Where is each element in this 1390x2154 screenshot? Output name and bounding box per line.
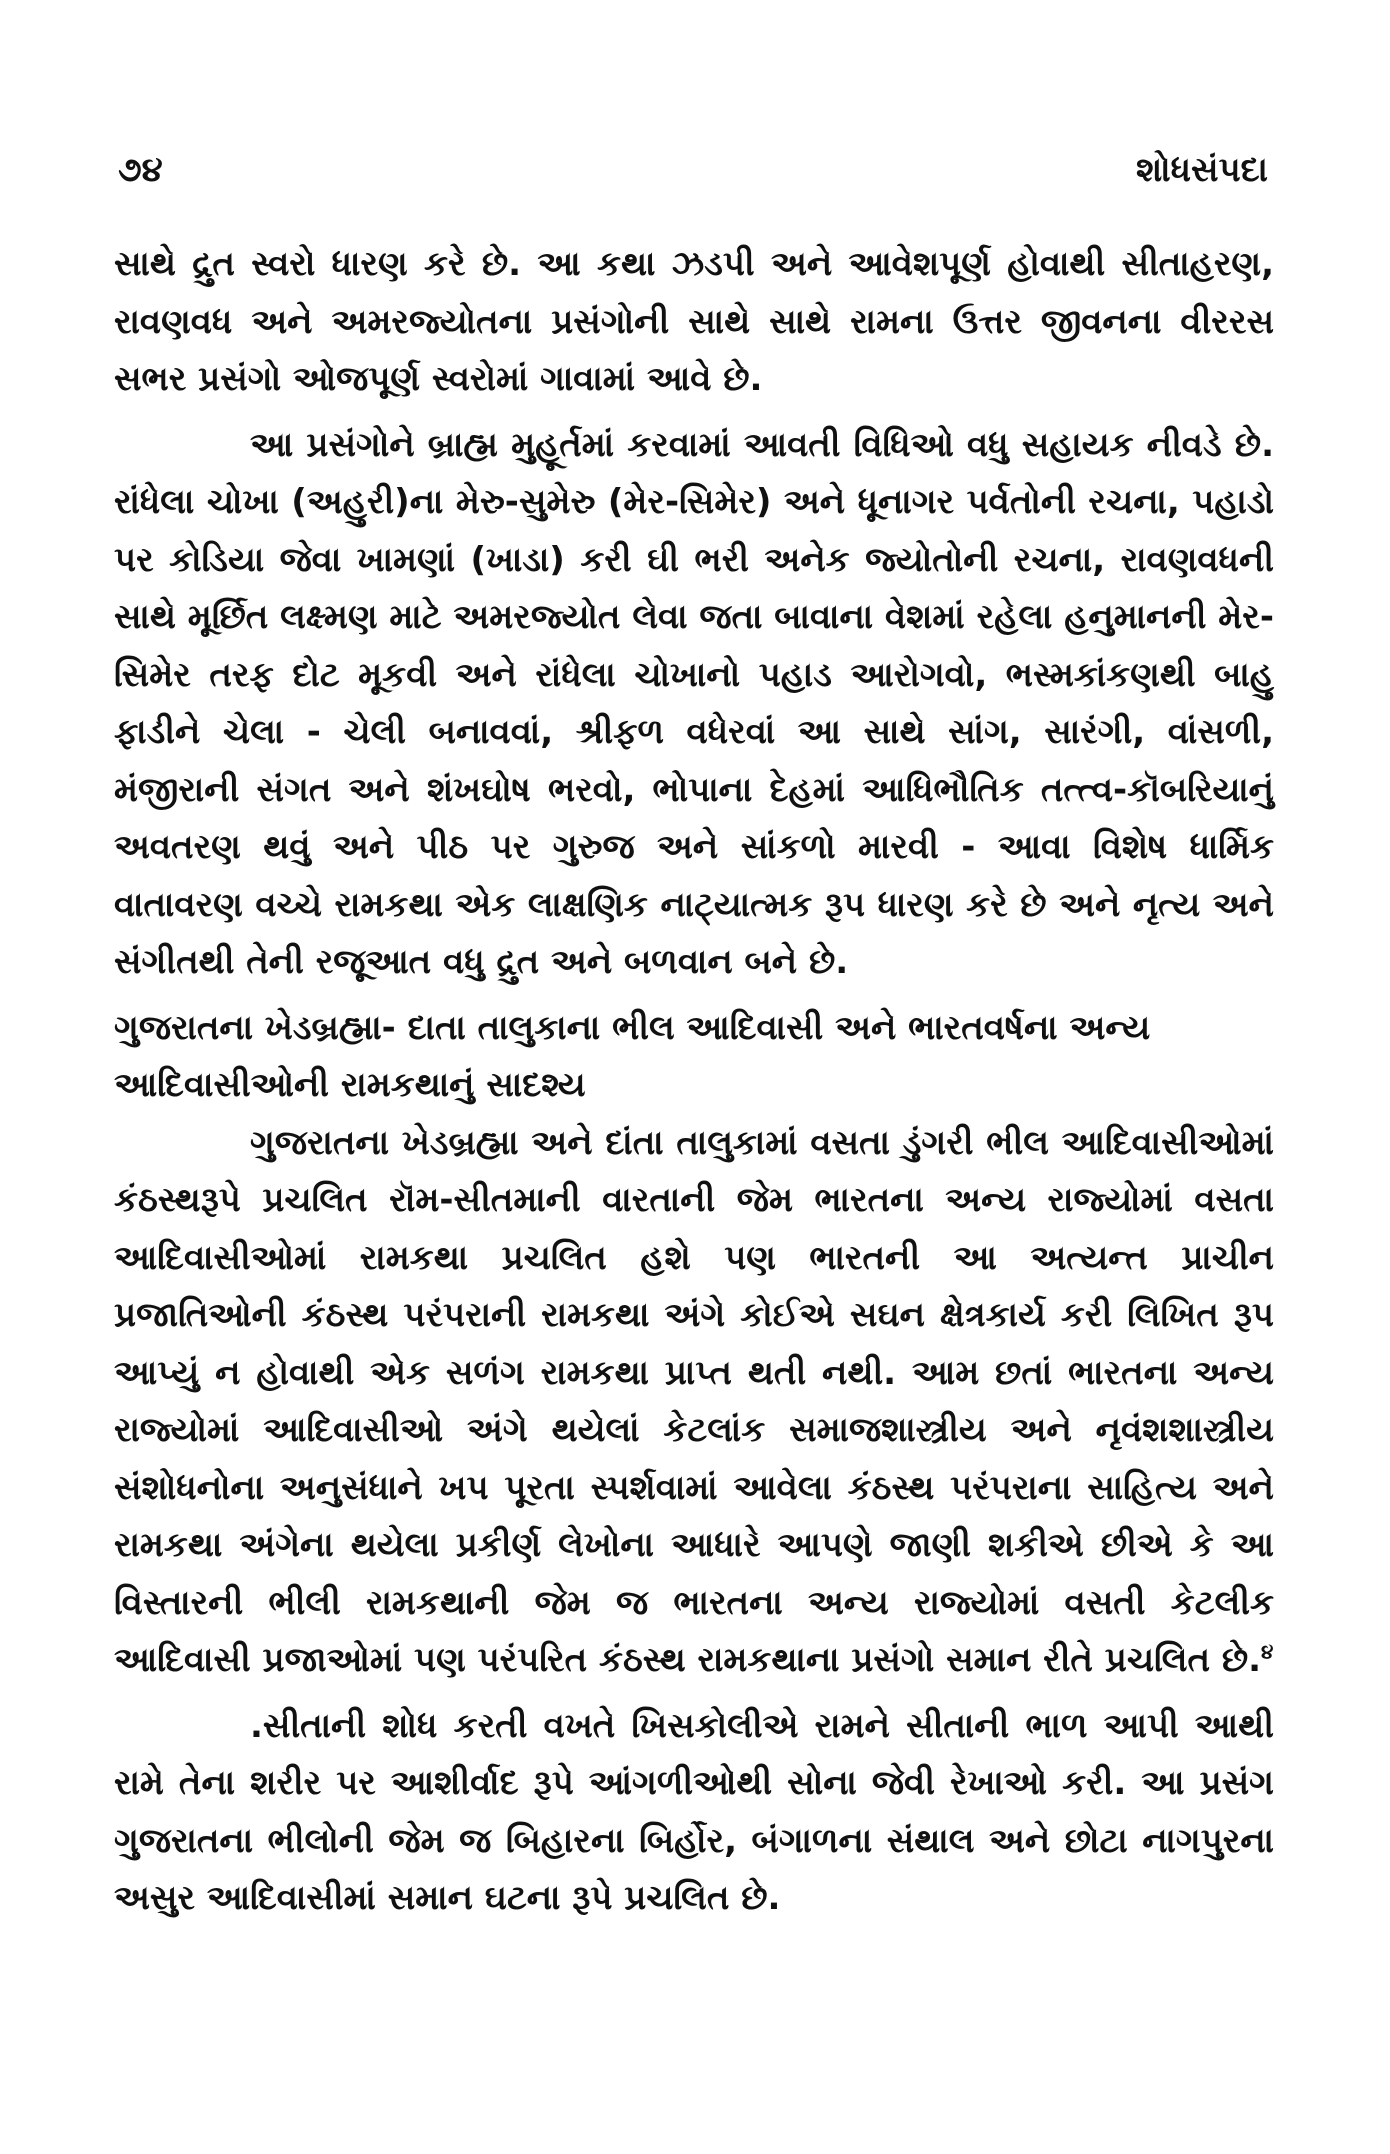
- footnote-marker: ૪: [1261, 1639, 1274, 1664]
- paragraph: .સીતાની શોધ કરતી વખતે ખિસકોલીએ રામને સીતાની ભાળ આપી આથી રામે તેના શરીર પર આશીર્વાદ રૂપે આંગળીઓથી સોના જેવી રેખાઓ કરી. આ પ્રસંગ ગુજરાતના ભીલોની જેમ જ બિહારના બિર્હોર, બંગાળના સંથાલ અને છોટા નાગપુરના અસુર આદિવાસીમાં સમાન ઘટના રૂપે પ્રચલિત છે.: [114, 1705, 1274, 1918]
- paragraph: આ પ્રસંગોને બ્રાહ્મ મુહૂર્તમાં કરવામાં આવતી વિધિઓ વધુ સહાયક નીવડે છે. રાંધેલા ચોખા (અહુરી)ના મેરુ-સુમેરુ (મેર-સિમેર) અને ધૂનાગર પર્વતોની રચના, પહાડો પર કોડિયા જેવા ખામણાં (ખાડા) કરી ઘી ભરી અનેક જ્યોતોની રચના, રાવણવધની સાથે મૂર્છિત લક્ષ્મણ માટે અમરજ્યોત લેવા જતા બાવાના વેશમાં રહેલા હનુમાનની મેર-સિમેર તરફ દોટ મૂકવી અને રાંધેલા ચોખાનો પહાડ આરોગવો, ભસ્મકાંકણથી બાહુ ફાડીને ચેલા - ચેલી બનાવવાં, શ્રીફળ વધેરવાં આ સાથે સાંગ, સારંગી, વાંસળી, મંજીરાની સંગત અને શંખઘોષ ભરવો, ભોપાના દેહમાં આધિભૌતિક તત્ત્વ-કૉબરિયાનું અવતરણ થવું અને પીઠ પર ગુરુજ અને સાંકળો મારવી - આવા વિશેષ ધાર્મિક વાતાવરણ વચ્ચે રામકથા એક લાક્ષણિક નાટ્યાત્મક રૂપ ધારણ કરે છે અને નૃત્ય અને સંગીતથી તેની રજૂઆત વધુ દ્રુત અને બળવાન બને છે.: [114, 424, 1274, 982]
- section-heading: ગુજરાતના ખેડબ્રહ્મા- દાતા તાલુકાના ભીલ આદિવાસી અને ભારતવર્ષના અન્ય આદિવાસીઓની રામકથાનું સાદશ્ય: [114, 1007, 1151, 1105]
- page-number: ૭૪: [118, 150, 163, 190]
- page-header: [114, 150, 1274, 200]
- book-page: [114, 0, 1274, 2154]
- body-text: [114, 236, 1274, 1928]
- paragraph-text: ગુજરાતના ખેડબ્રહ્મા અને દાંતા તાલુકામાં વસતા ડુંગરી ભીલ આદિવાસીઓમાં કંઠસ્થરૂપે પ્રચલિત રૉમ-સીતમાની વારતાની જેમ ભારતના અન્ય રાજ્યોમાં વસતા આદિવાસીઓમાં રામકથા પ્રચલિત હશે પણ ભારતની આ અત્યન્ત પ્રાચીન પ્રજાતિઓની કંઠસ્થ પરંપરાની રામકથા અંગે કોઈએ સઘન ક્ષેત્રકાર્ય કરી લિખિત રૂપ આપ્યું ન હોવાથી એક સળંગ રામકથા પ્રાપ્ત થતી નથી. આમ છતાં ભારતના અન્ય રાજ્યોમાં આદિવાસીઓ અંગે થયેલાં કેટલાંક સમાજશાસ્ત્રીય અને નૃવંશશાસ્ત્રીય સંશોધનોના અનુસંધાને ખપ પૂરતા સ્પર્શવામાં આવેલા કંઠસ્થ પરંપરાના સાહિત્ય અને રામકથા અંગેના થયેલા પ્રકીર્ણ લેખોના આધારે આપણે જાણી શકીએ છીએ કે આ વિસ્તારની ભીલી રામકથાની જેમ જ ભારતના અન્ય રાજ્યોમાં વસતી કેટલીક આદિવાસી પ્રજાઓમાં પણ પરંપરિત કંઠસ્થ રામકથાના પ્રસંગો સમાન રીતે પ્રચલિત છે.: [114, 1122, 1274, 1680]
- paragraph: [114, 1115, 1274, 1690]
- paragraph: સાથે દ્રુત સ્વરો ધારણ કરે છે. આ કથા ઝડપી અને આવેશપૂર્ણ હોવાથી સીતાહરણ, રાવણવધ અને અમરજ્યોતના પ્રસંગોની સાથે સાથે રામના ઉત્તર જીવનના વીરરસ સભર પ્રસંગો ઓજપૂર્ણ સ્વરોમાં ગાવામાં આવે છે.: [114, 244, 1274, 399]
- running-title: શોધસંપદા: [1135, 150, 1268, 190]
